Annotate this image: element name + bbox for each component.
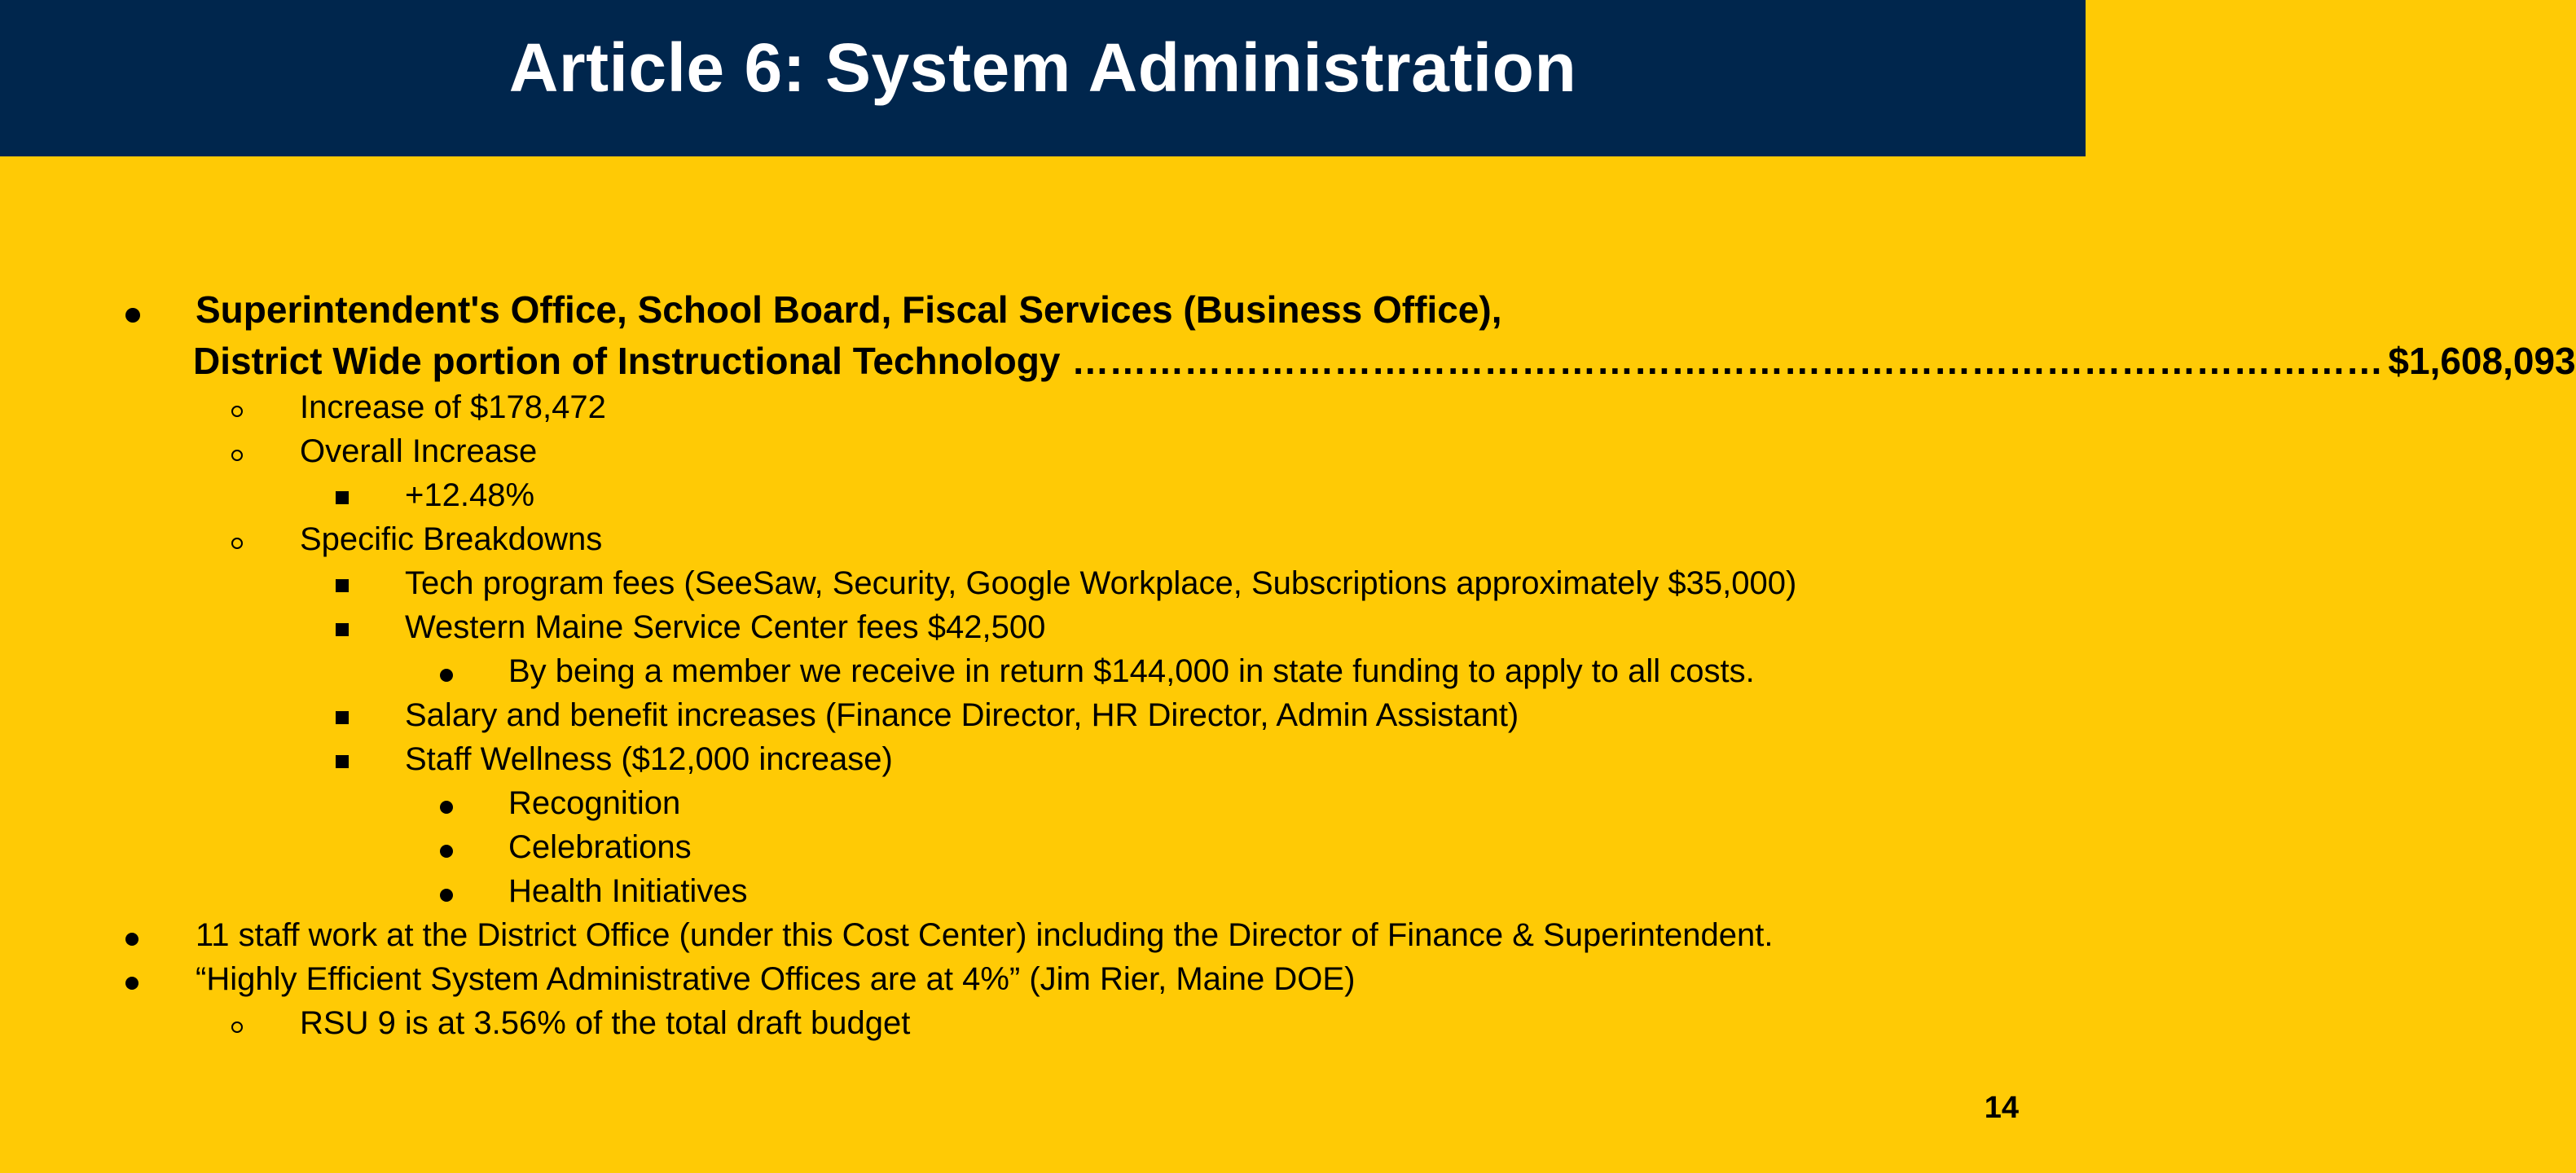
- bullet-dot-icon: [440, 825, 453, 869]
- list-item: [0, 737, 2086, 781]
- list-item: [0, 517, 2086, 561]
- bullet-square-icon: [336, 473, 349, 519]
- slide-title: Article 6: System Administration: [508, 29, 1577, 106]
- list-item: [0, 561, 2086, 605]
- list-item: [0, 693, 2086, 737]
- specific-breakdowns-text: Specific Breakdowns: [300, 521, 603, 557]
- list-item: [0, 869, 2086, 913]
- bullet-square-icon: [336, 561, 349, 607]
- recognition-text: Recognition: [508, 785, 681, 821]
- list-item: [0, 957, 2086, 1001]
- bullet-square-icon: [336, 605, 349, 651]
- list-item-heading: [0, 288, 2086, 332]
- wmsc-return-text: By being a member we receive in return $144,000 in state funding to apply to all costs.: [508, 653, 1755, 689]
- bullet-square-icon: [336, 693, 349, 739]
- bullet-ring-icon: [231, 1001, 243, 1045]
- list-item: [0, 781, 2086, 825]
- list-item: [0, 913, 2086, 957]
- heading-line1: Superintendent's Office, School Board, Fiscal Services (Business Office),: [196, 288, 1502, 331]
- list-item-heading-continued: [0, 339, 2576, 383]
- wmsc-fees-text: Western Maine Service Center fees $42,500: [405, 609, 1046, 645]
- list-item: [0, 385, 2086, 429]
- heading-line2: District Wide portion of Instructional Technology: [193, 340, 1061, 382]
- bullet-ring-icon: [231, 385, 243, 429]
- overall-increase-text: Overall Increase: [300, 433, 538, 469]
- wellness-text: Staff Wellness ($12,000 increase): [405, 741, 893, 777]
- overall-percent-text: +12.48%: [405, 477, 535, 513]
- rsu-text: RSU 9 is at 3.56% of the total draft budget: [300, 1005, 911, 1041]
- heading-amount: $1,608,093: [2388, 340, 2576, 382]
- list-item: [0, 473, 2086, 517]
- list-item: [0, 825, 2086, 869]
- list-item: [0, 649, 2086, 693]
- bullet-ring-icon: [231, 429, 243, 473]
- bullet-ring-icon: [231, 517, 243, 561]
- bullet-dot-icon: [440, 649, 453, 693]
- bullet-square-icon: [336, 737, 349, 783]
- heading-leader-line: [193, 339, 2576, 383]
- list-item: [0, 605, 2086, 649]
- increase-text: Increase of $178,472: [300, 389, 606, 425]
- bullet-dot-icon: [440, 869, 453, 913]
- page-number: 14: [1984, 1091, 2019, 1125]
- quote-text: “Highly Efficient System Administrative Offices are at 4%” (Jim Rier, Maine DOE): [196, 961, 1356, 997]
- salary-text: Salary and benefit increases (Finance Director, HR Director, Admin Assistant): [405, 697, 1519, 733]
- bullet-dot-icon: [440, 781, 453, 825]
- bullet-dot-icon: [125, 957, 138, 1001]
- bullet-dot-icon: [125, 288, 140, 332]
- bullet-dot-icon: [125, 913, 138, 957]
- staff-text: 11 staff work at the District Office (under this Cost Center) including the Director of Finance & Superintendent.: [196, 917, 1774, 953]
- health-text: Health Initiatives: [508, 873, 748, 909]
- tech-fees-text: Tech program fees (SeeSaw, Security, Google Workplace, Subscriptions approximately $35,000): [405, 565, 1797, 601]
- leader-dots: ……………………………………………………………………………………………: [1071, 340, 2384, 382]
- list-item: [0, 1001, 2086, 1045]
- celebrations-text: Celebrations: [508, 829, 692, 865]
- list-item: [0, 429, 2086, 473]
